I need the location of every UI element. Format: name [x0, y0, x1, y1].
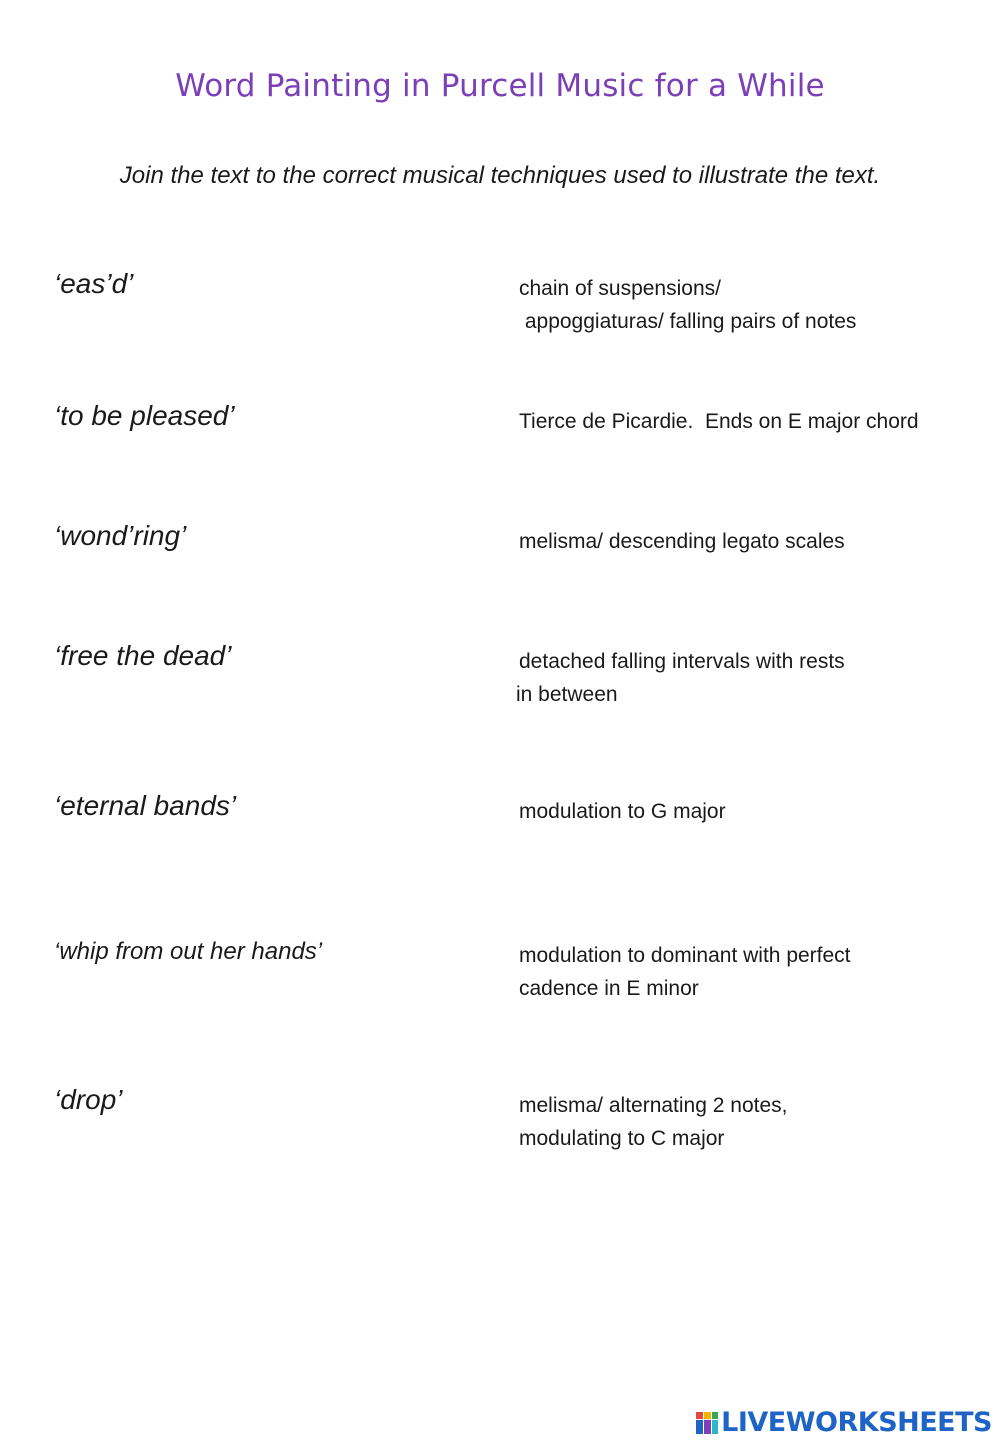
technique-item[interactable]	[519, 525, 845, 558]
technique-line: in between	[516, 683, 618, 706]
technique-line: cadence in E minor	[519, 977, 699, 1000]
lyric-item[interactable]: ‘wond’ring’	[54, 520, 187, 551]
technique-line: appoggiaturas/ falling pairs of notes	[519, 310, 857, 333]
technique-item[interactable]	[516, 645, 845, 711]
technique-item[interactable]	[519, 939, 851, 1005]
technique-item[interactable]	[519, 795, 726, 828]
lyric-item[interactable]: ‘free the dead’	[54, 640, 232, 671]
technique-line: chain of suspensions/	[519, 277, 721, 300]
liveworksheets-footer[interactable]	[695, 1409, 992, 1437]
lyric-item[interactable]: ‘whip from out her hands’	[54, 938, 323, 965]
technique-line: modulation to G major	[519, 800, 726, 823]
technique-line: detached falling intervals with rests	[519, 650, 845, 673]
technique-line: melisma/ descending legato scales	[519, 530, 845, 553]
technique-line: melisma/ alternating 2 notes,	[519, 1094, 788, 1117]
technique-item[interactable]	[519, 1089, 787, 1155]
lyric-item[interactable]: ‘drop’	[54, 1084, 123, 1115]
lyric-item[interactable]: ‘to be pleased’	[54, 400, 235, 431]
technique-line: modulating to C major	[519, 1127, 725, 1150]
liveworksheets-logo-icon	[695, 1411, 719, 1435]
technique-line: Tierce de Picardie. Ends on E major chord	[519, 410, 919, 433]
technique-item[interactable]	[519, 272, 856, 338]
lyric-item[interactable]: ‘eternal bands’	[54, 790, 237, 821]
technique-item[interactable]	[519, 405, 919, 438]
page-title: Word Painting in Purcell Music for a While	[175, 68, 825, 104]
technique-line: modulation to dominant with perfect	[519, 944, 851, 967]
brand-name: LIVEWORKSHEETS	[721, 1407, 992, 1438]
instructions: Join the text to the correct musical techniques used to illustrate the text.	[119, 162, 881, 189]
lyric-item[interactable]: ‘eas’d’	[54, 268, 134, 299]
